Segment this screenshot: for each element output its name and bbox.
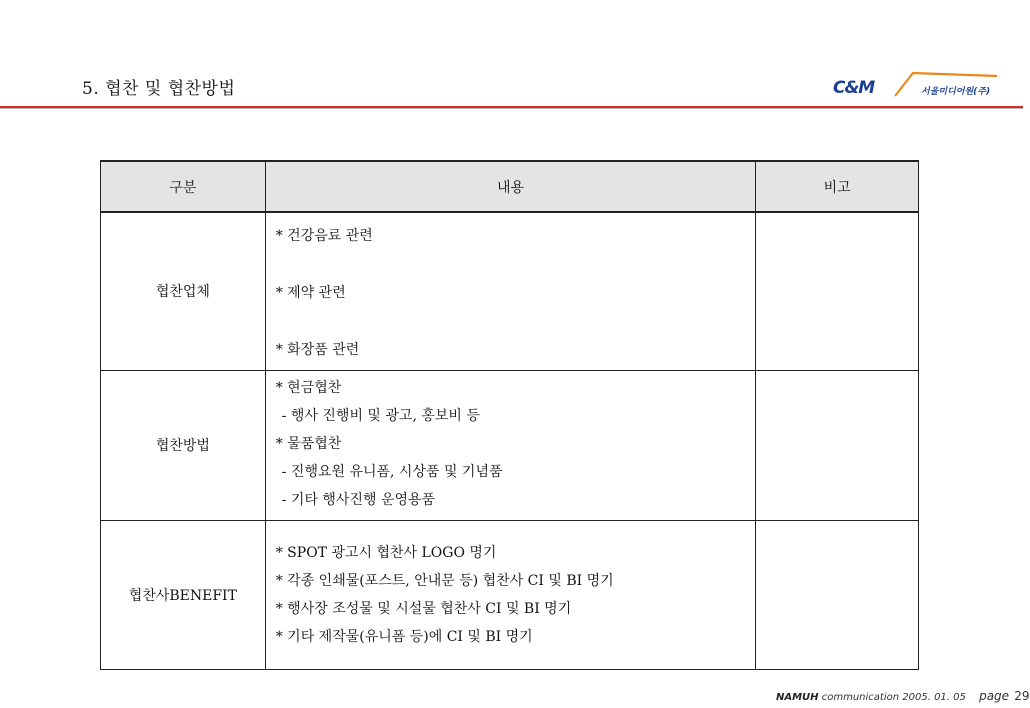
list-sub-item: - 기타 행사진행 운영용품 xyxy=(281,491,436,508)
sponsorship-table xyxy=(100,160,919,670)
header-divider-grey xyxy=(0,108,1023,109)
footer-text: communication 2005. 01. 05 xyxy=(821,692,966,703)
remarks-cell xyxy=(756,370,919,520)
logo-mark: C&M xyxy=(833,78,875,98)
company-logo xyxy=(833,70,1018,102)
remarks-cell xyxy=(756,520,919,669)
list-item: * 현금협찬 xyxy=(275,379,342,396)
category-cell: 협찬업체 xyxy=(101,212,266,370)
list-sub-item: - 행사 진행비 및 광고, 홍보비 등 xyxy=(281,407,480,424)
content-cell xyxy=(265,212,756,370)
list-item: * SPOT 광고시 협찬사 LOGO 명기 xyxy=(275,544,497,561)
page-number: 29 xyxy=(1014,689,1030,703)
column-header-category: 구분 xyxy=(101,161,266,212)
page-label: page xyxy=(979,689,1010,703)
content-cell xyxy=(265,370,756,520)
page-footer xyxy=(776,689,1030,703)
table-row-method xyxy=(101,370,919,520)
list-item: * 화장품 관련 xyxy=(275,342,360,358)
list-item: * 기타 제작물(유니폼 등)에 CI 및 BI 명기 xyxy=(275,628,533,645)
table-row-benefit xyxy=(101,520,919,669)
list-sub-item: - 진행요원 유니폼, 시상품 및 기념품 xyxy=(281,463,503,480)
column-header-remarks: 비고 xyxy=(756,161,919,212)
logo-company-name: 서울미디어원(주) xyxy=(921,87,991,97)
category-cell: 협찬사BENEFIT xyxy=(101,520,266,669)
footer-company: NAMUH xyxy=(776,692,819,703)
table-row-sponsors xyxy=(101,212,919,370)
column-header-content: 내용 xyxy=(265,161,756,212)
remarks-cell xyxy=(756,212,919,370)
list-item: * 물품협찬 xyxy=(275,435,342,452)
category-cell: 협찬방법 xyxy=(101,370,266,520)
list-item: * 건강음료 관련 xyxy=(275,228,373,244)
table-header-row xyxy=(101,161,919,212)
page-title: 5. 협찬 및 협찬방법 xyxy=(82,79,236,99)
list-item: * 각종 인쇄물(포스트, 안내문 등) 협찬사 CI 및 BI 명기 xyxy=(275,572,614,589)
list-item: * 행사장 조성물 및 시설물 협찬사 CI 및 BI 명기 xyxy=(275,600,572,617)
content-cell xyxy=(265,520,756,669)
list-item: * 제약 관련 xyxy=(275,285,346,301)
